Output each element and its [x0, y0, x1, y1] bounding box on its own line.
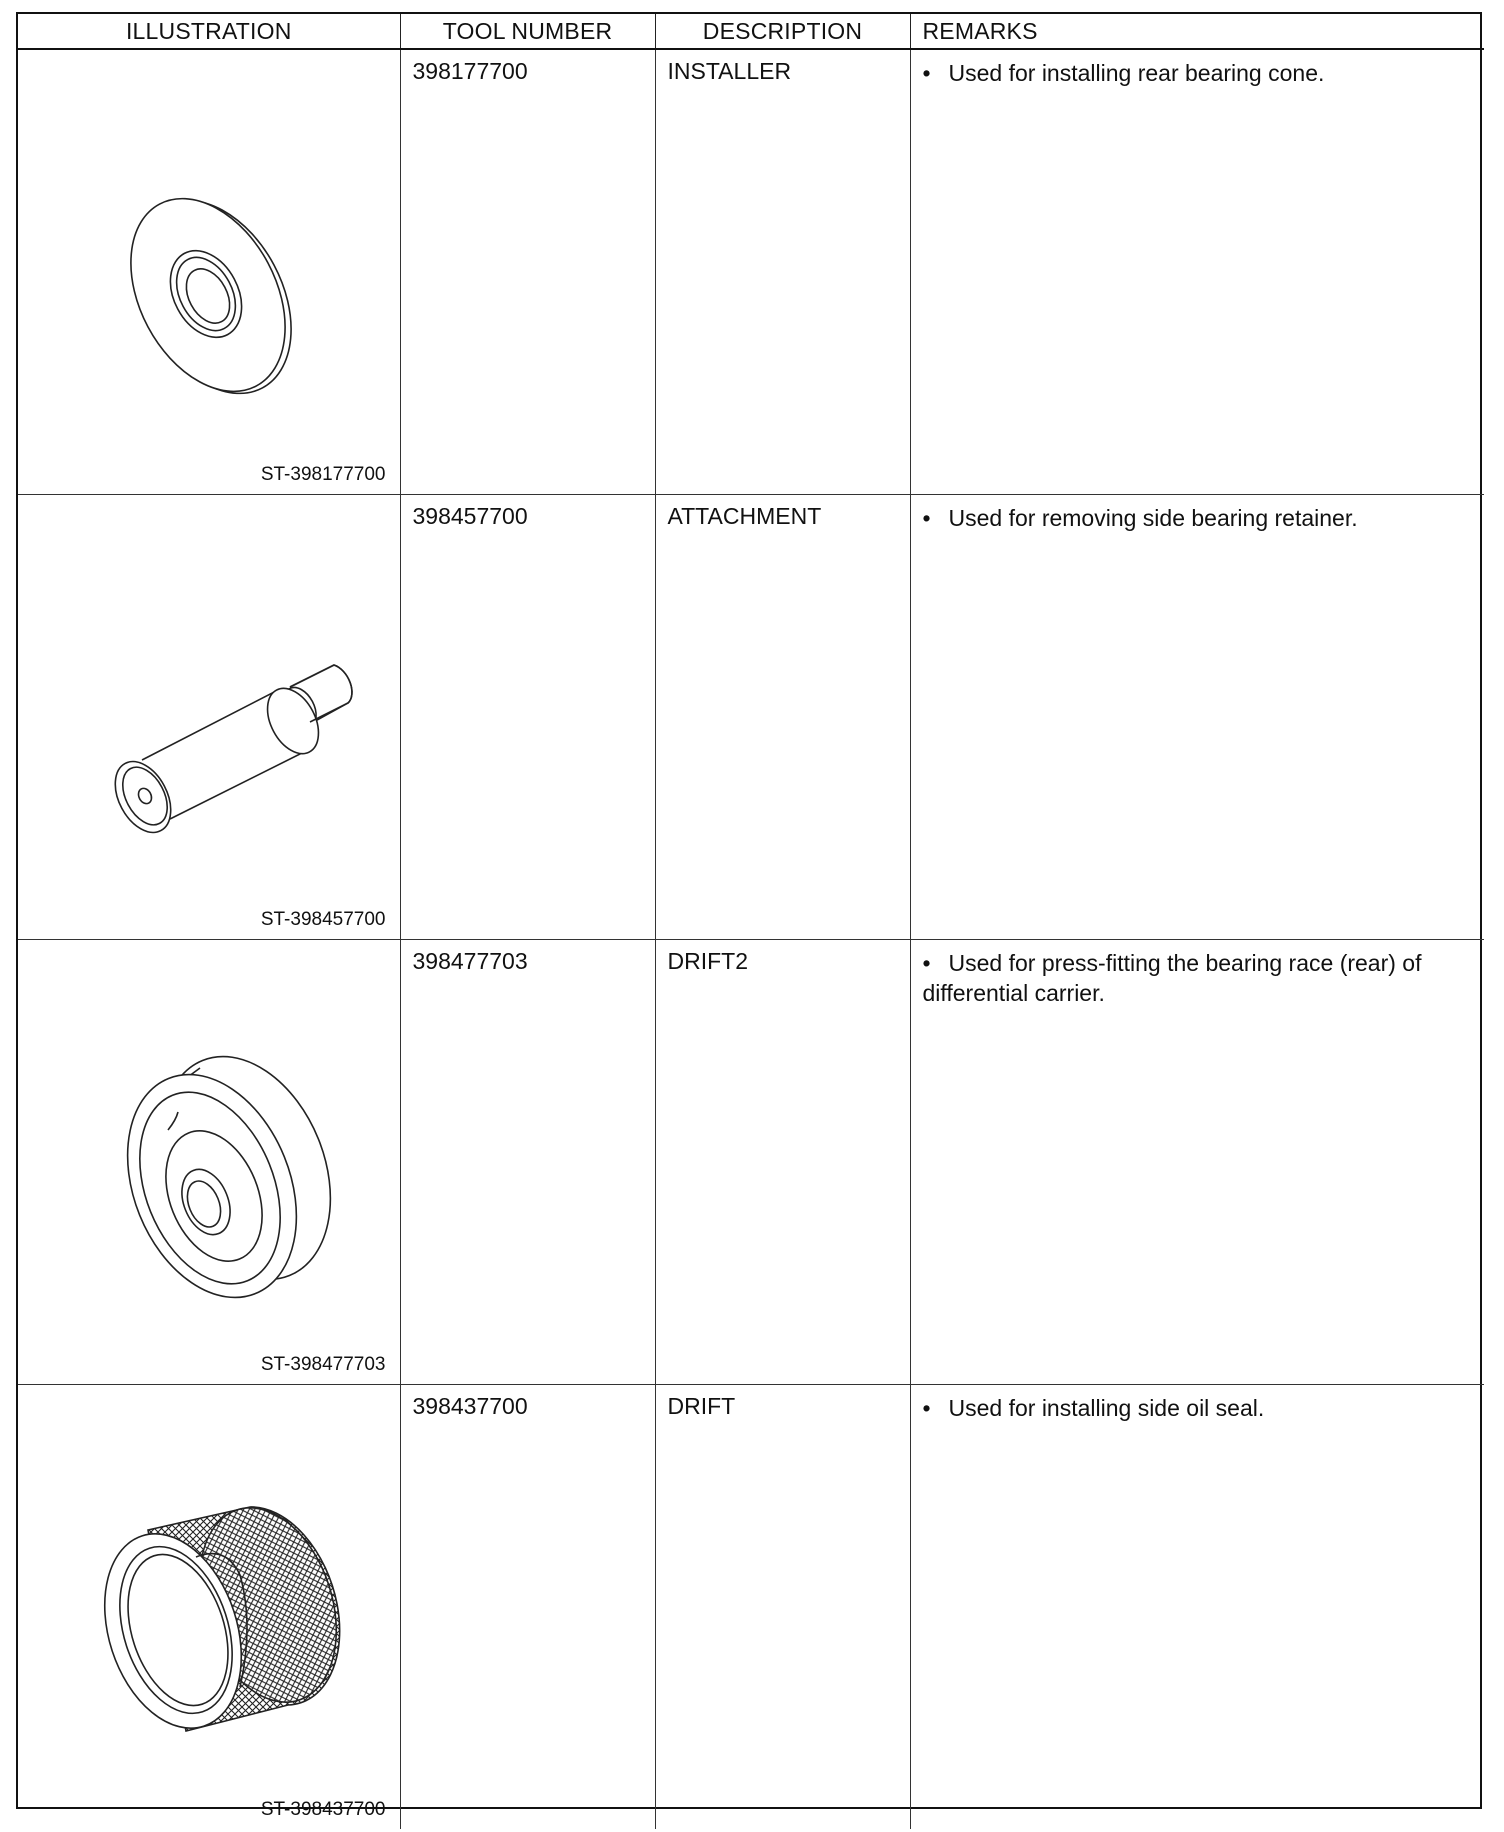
tool-number-cell: 398477703: [400, 940, 655, 1385]
installer-disc-icon: [18, 50, 400, 486]
remarks-cell: [910, 49, 1484, 495]
description-cell: DRIFT2: [655, 940, 910, 1385]
remark-body: Used for installing rear bearing cone.: [948, 60, 1325, 86]
remarks-cell: [910, 1385, 1484, 1830]
remark-body: Used for removing side bearing retainer.: [948, 505, 1358, 531]
table-row: [18, 940, 1484, 1385]
illustration-label: ST-398477703: [260, 1354, 386, 1375]
special-tools-table: [18, 14, 1484, 1829]
illustration-cell: [18, 940, 400, 1385]
illustration-cell: [18, 495, 400, 940]
remark-text: [923, 503, 1473, 533]
table-row: [18, 495, 1484, 940]
header-remarks: REMARKS: [910, 14, 1484, 49]
illustration-label: ST-398457700: [260, 909, 386, 930]
remark-body: Used for installing side oil seal.: [948, 1395, 1265, 1421]
illustration-cell: [18, 1385, 400, 1830]
drift2-icon: [18, 940, 400, 1376]
special-tools-sheet: [16, 12, 1482, 1820]
tool-number-cell: 398437700: [400, 1385, 655, 1830]
remark-text: [923, 948, 1473, 1008]
table-header-row: [18, 14, 1484, 49]
header-description: DESCRIPTION: [655, 14, 910, 49]
illustration-label: ST-398437700: [260, 1799, 386, 1820]
bullet-icon: •: [922, 1395, 931, 1421]
bullet-icon: •: [922, 950, 931, 976]
remark-text: [923, 58, 1473, 88]
tool-number-cell: 398457700: [400, 495, 655, 940]
bullet-icon: •: [922, 60, 931, 86]
description-cell: ATTACHMENT: [655, 495, 910, 940]
illustration-label: ST-398177700: [260, 464, 386, 485]
attachment-shaft-icon: [18, 495, 400, 931]
illustration-cell: [18, 49, 400, 495]
remarks-cell: [910, 495, 1484, 940]
description-cell: DRIFT: [655, 1385, 910, 1830]
bullet-icon: •: [922, 505, 931, 531]
header-illustration: ILLUSTRATION: [18, 14, 400, 49]
table-row: [18, 1385, 1484, 1830]
description-cell: INSTALLER: [655, 49, 910, 495]
remark-text: [923, 1393, 1473, 1423]
remarks-cell: [910, 940, 1484, 1385]
knurled-drift-icon: [18, 1385, 400, 1821]
remark-body: Used for press-fitting the bearing race (rear) of differential carrier.: [922, 950, 1422, 1006]
header-tool-number: TOOL NUMBER: [400, 14, 655, 49]
table-row: [18, 49, 1484, 495]
tool-number-cell: 398177700: [400, 49, 655, 495]
